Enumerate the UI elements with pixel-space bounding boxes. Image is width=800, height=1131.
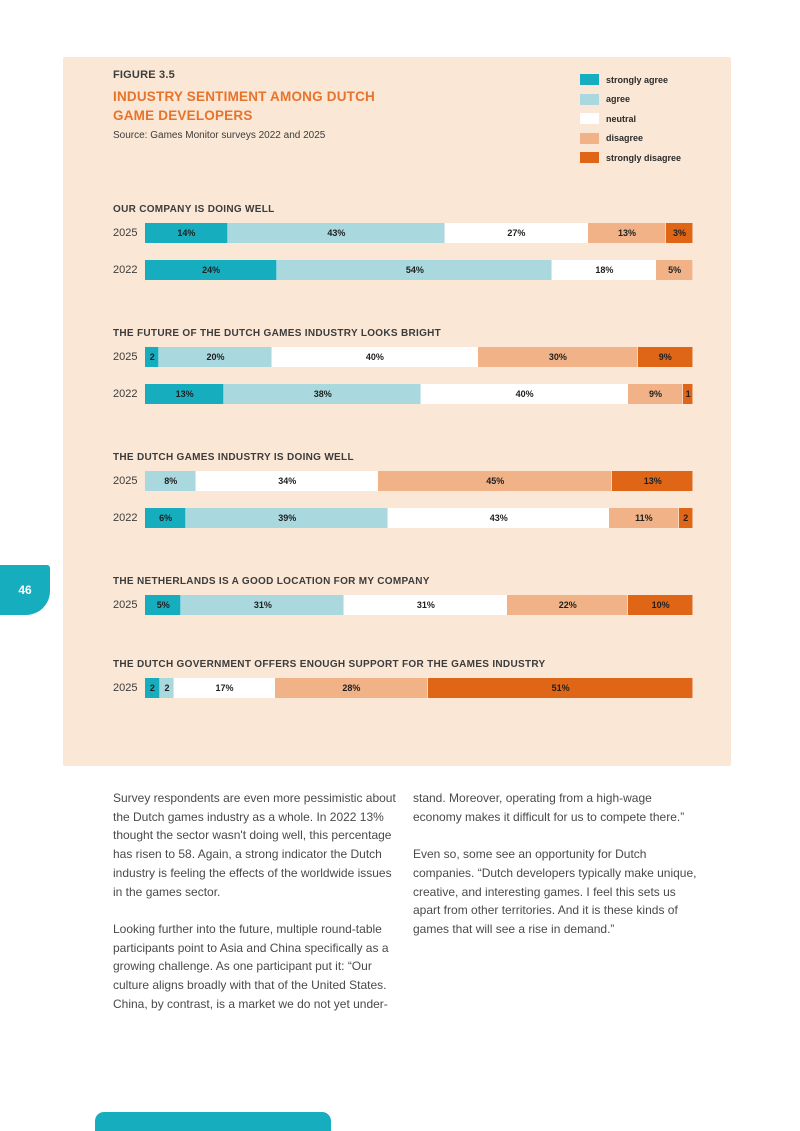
stacked-bar bbox=[145, 260, 693, 280]
chart-sections bbox=[113, 204, 693, 742]
bar-segment bbox=[181, 595, 344, 615]
legend-label: agree bbox=[606, 94, 631, 105]
segment-value-label: 14% bbox=[177, 228, 196, 238]
segment-value-label: 1 bbox=[685, 389, 691, 399]
legend-item bbox=[580, 129, 681, 149]
segment-value-label: 20% bbox=[206, 352, 225, 362]
year-label: 2025 bbox=[113, 475, 138, 487]
body-paragraph: Survey respondents are even more pessimistic about the Dutch games industry as a whole. In 2022 13% thought the sector wasn't doing well, this percentage has risen to 58. Again, a strong indicator the Dutch industry is feeling the effects of the worldwide issues in the games sector. bbox=[113, 791, 396, 899]
segment-value-label: 43% bbox=[327, 228, 346, 238]
year-label: 2022 bbox=[113, 388, 138, 400]
bar-segment bbox=[272, 347, 479, 367]
legend-label: disagree bbox=[606, 133, 644, 144]
segment-value-label: 2 bbox=[683, 513, 689, 523]
segment-value-label: 18% bbox=[595, 265, 614, 275]
legend-swatch bbox=[580, 94, 599, 105]
year-label: 2022 bbox=[113, 264, 138, 276]
question-title: THE DUTCH GAMES INDUSTRY IS DOING WELL bbox=[113, 452, 354, 463]
bar-segment bbox=[196, 471, 378, 491]
segment-value-label: 6% bbox=[159, 513, 173, 523]
bar-segment bbox=[186, 508, 388, 528]
bar-segment bbox=[145, 678, 160, 698]
bar-segment bbox=[666, 223, 693, 243]
segment-value-label: 2 bbox=[164, 683, 170, 693]
segment-value-label: 22% bbox=[558, 600, 577, 610]
question-section bbox=[113, 328, 693, 404]
segment-value-label: 5% bbox=[156, 600, 170, 610]
bar-segment bbox=[275, 678, 429, 698]
segment-value-label: 2 bbox=[149, 683, 155, 693]
figure-label: FIGURE 3.5 bbox=[113, 69, 175, 81]
figure-title bbox=[113, 87, 543, 125]
bar-segment bbox=[160, 678, 175, 698]
bar-row bbox=[113, 678, 693, 698]
body-column-left bbox=[113, 789, 397, 1032]
segment-value-label: 30% bbox=[548, 352, 567, 362]
stacked-bar bbox=[145, 471, 693, 491]
stacked-bar bbox=[145, 678, 693, 698]
segment-value-label: 31% bbox=[416, 600, 435, 610]
segment-value-label: 40% bbox=[365, 352, 384, 362]
legend-item bbox=[580, 148, 681, 168]
legend-item bbox=[580, 70, 681, 90]
bar-segment bbox=[552, 260, 656, 280]
bar-segment bbox=[679, 508, 693, 528]
bar-segment bbox=[507, 595, 628, 615]
figure-title-line1: INDUSTRY SENTIMENT AMONG DUTCH bbox=[113, 89, 375, 104]
legend-label: neutral bbox=[606, 113, 637, 124]
bar-segment bbox=[428, 678, 693, 698]
legend-swatch bbox=[580, 74, 599, 85]
question-section bbox=[113, 204, 693, 280]
bar-segment bbox=[421, 384, 628, 404]
bar-segment bbox=[174, 678, 274, 698]
segment-value-label: 13% bbox=[618, 228, 637, 238]
bar-segment bbox=[145, 260, 277, 280]
legend-swatch bbox=[580, 133, 599, 144]
bar-segment bbox=[609, 508, 678, 528]
bar-segment bbox=[145, 223, 228, 243]
legend-item bbox=[580, 90, 681, 110]
segment-value-label: 13% bbox=[643, 476, 662, 486]
bar-segment bbox=[683, 384, 693, 404]
bar-row bbox=[113, 508, 693, 528]
segment-value-label: 8% bbox=[164, 476, 178, 486]
bar-segment bbox=[159, 347, 271, 367]
bar-segment bbox=[145, 347, 159, 367]
question-section bbox=[113, 659, 693, 698]
body-paragraph: Looking further into the future, multiple round-table participants point to Asia and China specifically as a growing challenge. As one participant put it: “Our culture aligns broadly with that of the United States. China, by contrast, is a market we do not yet under- bbox=[113, 921, 389, 1011]
bar-row bbox=[113, 384, 693, 404]
segment-value-label: 28% bbox=[342, 683, 361, 693]
question-section bbox=[113, 452, 693, 528]
segment-value-label: 39% bbox=[278, 513, 297, 523]
segment-value-label: 34% bbox=[278, 476, 297, 486]
segment-value-label: 51% bbox=[551, 683, 570, 693]
segment-value-label: 2 bbox=[149, 352, 155, 362]
chart-legend bbox=[580, 70, 681, 168]
legend-label: strongly disagree bbox=[606, 152, 682, 163]
bar-segment bbox=[388, 508, 609, 528]
segment-value-label: 9% bbox=[649, 389, 663, 399]
page-number-tab bbox=[0, 565, 50, 615]
stacked-bar bbox=[145, 384, 693, 404]
figure-panel bbox=[63, 57, 731, 766]
year-label: 2025 bbox=[113, 682, 138, 694]
segment-value-label: 10% bbox=[651, 600, 670, 610]
segment-value-label: 3% bbox=[673, 228, 687, 238]
figure-header bbox=[113, 69, 543, 141]
bar-segment bbox=[638, 347, 693, 367]
bar-segment bbox=[145, 508, 186, 528]
legend-item bbox=[580, 109, 681, 129]
question-title: OUR COMPANY IS DOING WELL bbox=[113, 204, 275, 215]
bar-segment bbox=[145, 471, 196, 491]
question-title: THE DUTCH GOVERNMENT OFFERS ENOUGH SUPPORT FOR THE GAMES INDUSTRY bbox=[113, 659, 546, 670]
figure-source: Source: Games Monitor surveys 2022 and 2025 bbox=[113, 130, 326, 141]
bar-row bbox=[113, 347, 693, 367]
bar-segment bbox=[145, 595, 181, 615]
bar-segment bbox=[656, 260, 693, 280]
segment-value-label: 11% bbox=[635, 513, 653, 523]
bar-segment bbox=[277, 260, 552, 280]
bar-segment bbox=[588, 223, 666, 243]
segment-value-label: 24% bbox=[202, 265, 221, 275]
body-column-right bbox=[413, 789, 697, 957]
legend-swatch bbox=[580, 113, 599, 124]
stacked-bar bbox=[145, 508, 693, 528]
year-label: 2025 bbox=[113, 227, 138, 239]
bar-row bbox=[113, 471, 693, 491]
page-number: 46 bbox=[18, 583, 32, 597]
stacked-bar bbox=[145, 223, 693, 243]
bar-segment bbox=[378, 471, 612, 491]
segment-value-label: 9% bbox=[658, 352, 672, 362]
stacked-bar bbox=[145, 347, 693, 367]
figure-title-line2: GAME DEVELOPERS bbox=[113, 108, 253, 123]
segment-value-label: 40% bbox=[515, 389, 534, 399]
segment-value-label: 5% bbox=[668, 265, 682, 275]
year-label: 2025 bbox=[113, 351, 138, 363]
bar-row bbox=[113, 223, 693, 243]
body-paragraph: Even so, some see an opportunity for Dutch companies. “Dutch developers typically make unique, creative, and interesting games. I feel this sets us apart from other territories. And it is these kinds of games that will see a rise in demand.” bbox=[413, 847, 697, 936]
year-label: 2022 bbox=[113, 512, 138, 524]
bar-segment bbox=[344, 595, 507, 615]
bar-segment bbox=[478, 347, 637, 367]
bar-segment bbox=[145, 384, 224, 404]
bar-segment bbox=[628, 595, 693, 615]
segment-value-label: 38% bbox=[313, 389, 332, 399]
stacked-bar bbox=[145, 595, 693, 615]
bar-row bbox=[113, 595, 693, 615]
segment-value-label: 13% bbox=[175, 389, 194, 399]
segment-value-label: 43% bbox=[489, 513, 508, 523]
question-title: THE NETHERLANDS IS A GOOD LOCATION FOR MY COMPANY bbox=[113, 576, 430, 587]
segment-value-label: 17% bbox=[215, 683, 234, 693]
question-title: THE FUTURE OF THE DUTCH GAMES INDUSTRY LOOKS BRIGHT bbox=[113, 328, 442, 339]
legend-label: strongly agree bbox=[606, 74, 669, 85]
year-label: 2025 bbox=[113, 599, 138, 611]
bar-segment bbox=[628, 384, 683, 404]
segment-value-label: 54% bbox=[405, 265, 424, 275]
bar-segment bbox=[445, 223, 588, 243]
legend-swatch bbox=[580, 152, 599, 163]
segment-value-label: 27% bbox=[507, 228, 526, 238]
bar-segment bbox=[612, 471, 693, 491]
body-paragraph: stand. Moreover, operating from a high-wage economy makes it difficult for us to compete there.” bbox=[413, 791, 685, 824]
footer-accent-bar bbox=[95, 1112, 331, 1131]
question-section bbox=[113, 576, 693, 615]
bar-segment bbox=[228, 223, 445, 243]
segment-value-label: 31% bbox=[253, 600, 272, 610]
bar-segment bbox=[224, 384, 421, 404]
segment-value-label: 45% bbox=[486, 476, 505, 486]
bar-row bbox=[113, 260, 693, 280]
